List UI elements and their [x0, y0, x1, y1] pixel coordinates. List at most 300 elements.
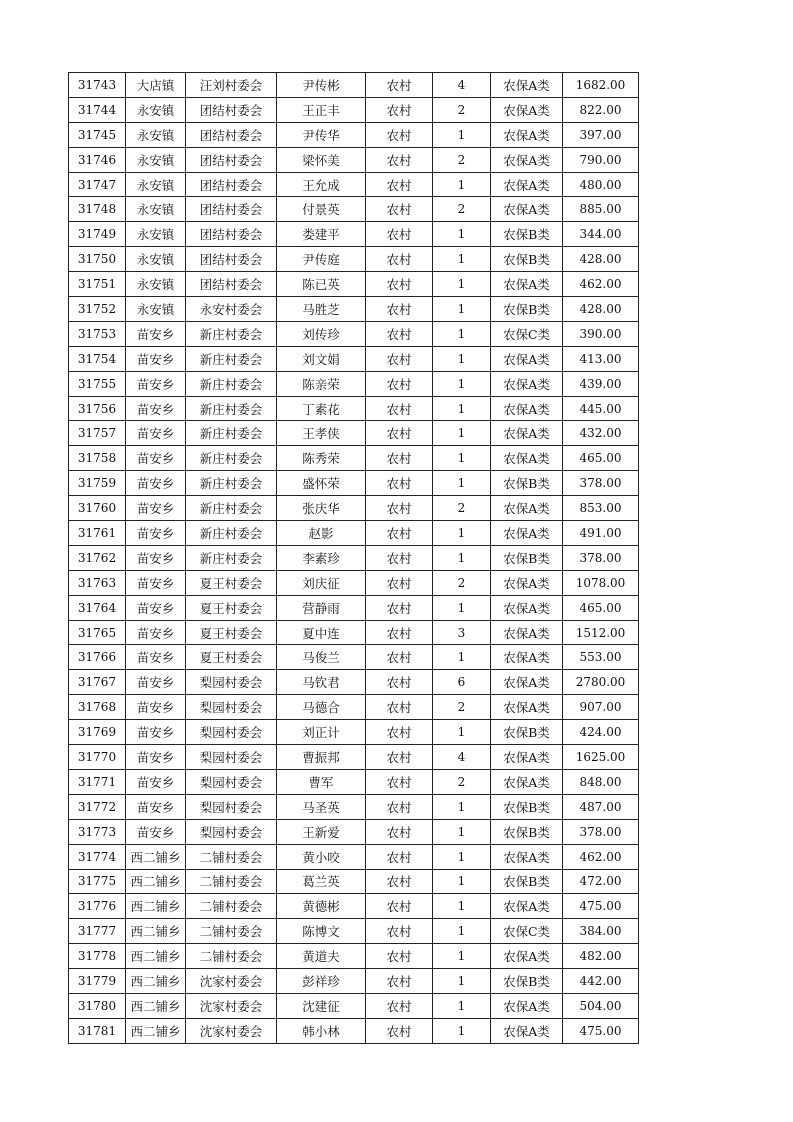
village-committee-cell: 夏王村委会 — [186, 620, 277, 645]
town-cell: 苗安乡 — [126, 545, 186, 570]
person-name-cell: 刘文娟 — [277, 346, 366, 371]
insurance-category-cell: 农保A类 — [491, 993, 563, 1018]
insurance-category-cell: 农保A类 — [491, 769, 563, 794]
member-count-cell: 1 — [433, 222, 491, 247]
insurance-category-cell: 农保A类 — [491, 197, 563, 222]
person-name-cell: 刘正计 — [277, 720, 366, 745]
amount-cell: 1682.00 — [563, 73, 639, 98]
household-type-cell: 农村 — [366, 321, 433, 346]
household-type-cell: 农村 — [366, 222, 433, 247]
village-committee-cell: 夏王村委会 — [186, 570, 277, 595]
member-count-cell: 6 — [433, 670, 491, 695]
village-committee-cell: 夏王村委会 — [186, 595, 277, 620]
amount-cell: 480.00 — [563, 172, 639, 197]
person-name-cell: 梁怀美 — [277, 147, 366, 172]
town-cell: 西二铺乡 — [126, 894, 186, 919]
amount-cell: 790.00 — [563, 147, 639, 172]
table-row — [69, 421, 639, 446]
household-type-cell: 农村 — [366, 570, 433, 595]
village-committee-cell: 团结村委会 — [186, 172, 277, 197]
village-committee-cell: 团结村委会 — [186, 147, 277, 172]
person-name-cell: 刘传珍 — [277, 321, 366, 346]
record-id-cell: 31752 — [69, 297, 126, 322]
amount-cell: 465.00 — [563, 595, 639, 620]
table-row — [69, 73, 639, 98]
town-cell: 永安镇 — [126, 97, 186, 122]
table-row — [69, 247, 639, 272]
person-name-cell: 尹传华 — [277, 122, 366, 147]
amount-cell: 428.00 — [563, 297, 639, 322]
town-cell: 苗安乡 — [126, 769, 186, 794]
household-type-cell: 农村 — [366, 172, 433, 197]
village-committee-cell: 汪刘村委会 — [186, 73, 277, 98]
insurance-category-cell: 农保A类 — [491, 1018, 563, 1043]
amount-cell: 462.00 — [563, 272, 639, 297]
person-name-cell: 盛怀荣 — [277, 471, 366, 496]
member-count-cell: 4 — [433, 73, 491, 98]
person-name-cell: 营静雨 — [277, 595, 366, 620]
amount-cell: 462.00 — [563, 844, 639, 869]
member-count-cell: 1 — [433, 993, 491, 1018]
village-committee-cell: 梨园村委会 — [186, 794, 277, 819]
record-id-cell: 31779 — [69, 969, 126, 994]
town-cell: 西二铺乡 — [126, 969, 186, 994]
amount-cell: 378.00 — [563, 471, 639, 496]
member-count-cell: 1 — [433, 122, 491, 147]
village-committee-cell: 梨园村委会 — [186, 819, 277, 844]
record-id-cell: 31770 — [69, 745, 126, 770]
village-committee-cell: 团结村委会 — [186, 122, 277, 147]
record-id-cell: 31775 — [69, 869, 126, 894]
table-row — [69, 869, 639, 894]
insurance-category-cell: 农保A类 — [491, 595, 563, 620]
household-type-cell: 农村 — [366, 346, 433, 371]
table-row — [69, 919, 639, 944]
household-type-cell: 农村 — [366, 844, 433, 869]
record-id-cell: 31780 — [69, 993, 126, 1018]
insurance-category-cell: 农保A类 — [491, 695, 563, 720]
person-name-cell: 李素珍 — [277, 545, 366, 570]
member-count-cell: 1 — [433, 1018, 491, 1043]
table-row — [69, 147, 639, 172]
town-cell: 苗安乡 — [126, 695, 186, 720]
member-count-cell: 1 — [433, 595, 491, 620]
household-type-cell: 农村 — [366, 545, 433, 570]
household-type-cell: 农村 — [366, 670, 433, 695]
town-cell: 西二铺乡 — [126, 1018, 186, 1043]
insurance-category-cell: 农保B类 — [491, 471, 563, 496]
record-id-cell: 31771 — [69, 769, 126, 794]
town-cell: 苗安乡 — [126, 670, 186, 695]
amount-cell: 432.00 — [563, 421, 639, 446]
town-cell: 永安镇 — [126, 297, 186, 322]
record-id-cell: 31743 — [69, 73, 126, 98]
member-count-cell: 2 — [433, 695, 491, 720]
insurance-category-cell: 农保A类 — [491, 73, 563, 98]
record-id-cell: 31745 — [69, 122, 126, 147]
amount-cell: 504.00 — [563, 993, 639, 1018]
person-name-cell: 尹传彬 — [277, 73, 366, 98]
insurance-category-cell: 农保A类 — [491, 97, 563, 122]
member-count-cell: 1 — [433, 421, 491, 446]
village-committee-cell: 新庄村委会 — [186, 496, 277, 521]
amount-cell: 2780.00 — [563, 670, 639, 695]
record-id-cell: 31755 — [69, 371, 126, 396]
amount-cell: 465.00 — [563, 446, 639, 471]
member-count-cell: 1 — [433, 844, 491, 869]
table-row — [69, 745, 639, 770]
record-id-cell: 31744 — [69, 97, 126, 122]
town-cell: 苗安乡 — [126, 819, 186, 844]
amount-cell: 487.00 — [563, 794, 639, 819]
insurance-category-cell: 农保A类 — [491, 894, 563, 919]
record-id-cell: 31778 — [69, 944, 126, 969]
insurance-category-cell: 农保A类 — [491, 396, 563, 421]
village-committee-cell: 新庄村委会 — [186, 421, 277, 446]
table-row — [69, 396, 639, 421]
table-row — [69, 894, 639, 919]
town-cell: 苗安乡 — [126, 620, 186, 645]
record-id-cell: 31777 — [69, 919, 126, 944]
amount-cell: 413.00 — [563, 346, 639, 371]
insurance-category-cell: 农保B类 — [491, 869, 563, 894]
record-id-cell: 31774 — [69, 844, 126, 869]
table-row — [69, 496, 639, 521]
member-count-cell: 1 — [433, 944, 491, 969]
table-row — [69, 521, 639, 546]
table-row — [69, 844, 639, 869]
household-type-cell: 农村 — [366, 396, 433, 421]
amount-cell: 378.00 — [563, 545, 639, 570]
record-id-cell: 31748 — [69, 197, 126, 222]
amount-cell: 848.00 — [563, 769, 639, 794]
insurance-category-cell: 农保A类 — [491, 570, 563, 595]
insurance-category-cell: 农保C类 — [491, 919, 563, 944]
household-type-cell: 农村 — [366, 371, 433, 396]
insurance-category-cell: 农保A类 — [491, 645, 563, 670]
person-name-cell: 黄德彬 — [277, 894, 366, 919]
table-row — [69, 197, 639, 222]
town-cell: 永安镇 — [126, 172, 186, 197]
table-row — [69, 819, 639, 844]
record-id-cell: 31759 — [69, 471, 126, 496]
household-type-cell: 农村 — [366, 197, 433, 222]
member-count-cell: 2 — [433, 496, 491, 521]
town-cell: 永安镇 — [126, 272, 186, 297]
table-row — [69, 1018, 639, 1043]
household-type-cell: 农村 — [366, 471, 433, 496]
town-cell: 永安镇 — [126, 122, 186, 147]
insurance-category-cell: 农保A类 — [491, 147, 563, 172]
record-id-cell: 31769 — [69, 720, 126, 745]
household-type-cell: 农村 — [366, 272, 433, 297]
table-row — [69, 446, 639, 471]
person-name-cell: 付景英 — [277, 197, 366, 222]
person-name-cell: 陈博文 — [277, 919, 366, 944]
table-row — [69, 346, 639, 371]
member-count-cell: 1 — [433, 446, 491, 471]
table-row — [69, 595, 639, 620]
town-cell: 苗安乡 — [126, 570, 186, 595]
member-count-cell: 1 — [433, 471, 491, 496]
town-cell: 苗安乡 — [126, 595, 186, 620]
household-type-cell: 农村 — [366, 819, 433, 844]
record-id-cell: 31747 — [69, 172, 126, 197]
person-name-cell: 王新爱 — [277, 819, 366, 844]
village-committee-cell: 二铺村委会 — [186, 869, 277, 894]
insurance-category-cell: 农保A类 — [491, 620, 563, 645]
record-id-cell: 31757 — [69, 421, 126, 446]
household-type-cell: 农村 — [366, 1018, 433, 1043]
person-name-cell: 马圣英 — [277, 794, 366, 819]
household-type-cell: 农村 — [366, 894, 433, 919]
member-count-cell: 1 — [433, 869, 491, 894]
table-row — [69, 720, 639, 745]
amount-cell: 482.00 — [563, 944, 639, 969]
table-row — [69, 645, 639, 670]
person-name-cell: 赵影 — [277, 521, 366, 546]
amount-cell: 822.00 — [563, 97, 639, 122]
member-count-cell: 1 — [433, 297, 491, 322]
subsidy-roster-table — [68, 72, 639, 1044]
household-type-cell: 农村 — [366, 147, 433, 172]
insurance-category-cell: 农保C类 — [491, 321, 563, 346]
insurance-category-cell: 农保B类 — [491, 247, 563, 272]
town-cell: 苗安乡 — [126, 371, 186, 396]
insurance-category-cell: 农保B类 — [491, 297, 563, 322]
person-name-cell: 韩小林 — [277, 1018, 366, 1043]
town-cell: 苗安乡 — [126, 645, 186, 670]
person-name-cell: 陈已英 — [277, 272, 366, 297]
record-id-cell: 31750 — [69, 247, 126, 272]
record-id-cell: 31758 — [69, 446, 126, 471]
amount-cell: 344.00 — [563, 222, 639, 247]
table-row — [69, 769, 639, 794]
insurance-category-cell: 农保A类 — [491, 122, 563, 147]
insurance-category-cell: 农保A类 — [491, 172, 563, 197]
town-cell: 苗安乡 — [126, 346, 186, 371]
household-type-cell: 农村 — [366, 122, 433, 147]
household-type-cell: 农村 — [366, 919, 433, 944]
village-committee-cell: 团结村委会 — [186, 222, 277, 247]
person-name-cell: 曹振邦 — [277, 745, 366, 770]
person-name-cell: 丁素花 — [277, 396, 366, 421]
household-type-cell: 农村 — [366, 769, 433, 794]
village-committee-cell: 沈家村委会 — [186, 969, 277, 994]
household-type-cell: 农村 — [366, 247, 433, 272]
village-committee-cell: 二铺村委会 — [186, 844, 277, 869]
record-id-cell: 31776 — [69, 894, 126, 919]
record-id-cell: 31760 — [69, 496, 126, 521]
member-count-cell: 1 — [433, 172, 491, 197]
person-name-cell: 马俊兰 — [277, 645, 366, 670]
insurance-category-cell: 农保A类 — [491, 371, 563, 396]
record-id-cell: 31746 — [69, 147, 126, 172]
member-count-cell: 1 — [433, 346, 491, 371]
record-id-cell: 31765 — [69, 620, 126, 645]
member-count-cell: 1 — [433, 894, 491, 919]
household-type-cell: 农村 — [366, 993, 433, 1018]
village-committee-cell: 二铺村委会 — [186, 919, 277, 944]
town-cell: 大店镇 — [126, 73, 186, 98]
village-committee-cell: 沈家村委会 — [186, 993, 277, 1018]
member-count-cell: 1 — [433, 272, 491, 297]
town-cell: 苗安乡 — [126, 521, 186, 546]
table-row — [69, 570, 639, 595]
insurance-category-cell: 农保A类 — [491, 521, 563, 546]
person-name-cell: 王孝侠 — [277, 421, 366, 446]
town-cell: 苗安乡 — [126, 745, 186, 770]
insurance-category-cell: 农保B类 — [491, 545, 563, 570]
table-row — [69, 794, 639, 819]
person-name-cell: 夏中连 — [277, 620, 366, 645]
insurance-category-cell: 农保B类 — [491, 222, 563, 247]
town-cell: 西二铺乡 — [126, 844, 186, 869]
member-count-cell: 1 — [433, 969, 491, 994]
amount-cell: 1512.00 — [563, 620, 639, 645]
record-id-cell: 31754 — [69, 346, 126, 371]
household-type-cell: 农村 — [366, 73, 433, 98]
amount-cell: 472.00 — [563, 869, 639, 894]
amount-cell: 439.00 — [563, 371, 639, 396]
person-name-cell: 陈秀荣 — [277, 446, 366, 471]
village-committee-cell: 团结村委会 — [186, 247, 277, 272]
record-id-cell: 31773 — [69, 819, 126, 844]
town-cell: 苗安乡 — [126, 421, 186, 446]
amount-cell: 445.00 — [563, 396, 639, 421]
household-type-cell: 农村 — [366, 496, 433, 521]
person-name-cell: 尹传庭 — [277, 247, 366, 272]
town-cell: 苗安乡 — [126, 496, 186, 521]
insurance-category-cell: 农保A类 — [491, 272, 563, 297]
household-type-cell: 农村 — [366, 595, 433, 620]
record-id-cell: 31761 — [69, 521, 126, 546]
member-count-cell: 2 — [433, 197, 491, 222]
table-row — [69, 969, 639, 994]
household-type-cell: 农村 — [366, 720, 433, 745]
table-row — [69, 172, 639, 197]
member-count-cell: 2 — [433, 97, 491, 122]
household-type-cell: 农村 — [366, 645, 433, 670]
village-committee-cell: 沈家村委会 — [186, 1018, 277, 1043]
amount-cell: 1625.00 — [563, 745, 639, 770]
village-committee-cell: 新庄村委会 — [186, 321, 277, 346]
table-row — [69, 695, 639, 720]
village-committee-cell: 梨园村委会 — [186, 695, 277, 720]
amount-cell: 397.00 — [563, 122, 639, 147]
amount-cell: 885.00 — [563, 197, 639, 222]
member-count-cell: 1 — [433, 396, 491, 421]
person-name-cell: 娄建平 — [277, 222, 366, 247]
person-name-cell: 黄小咬 — [277, 844, 366, 869]
amount-cell: 475.00 — [563, 894, 639, 919]
village-committee-cell: 梨园村委会 — [186, 670, 277, 695]
village-committee-cell: 永安村委会 — [186, 297, 277, 322]
record-id-cell: 31764 — [69, 595, 126, 620]
household-type-cell: 农村 — [366, 421, 433, 446]
household-type-cell: 农村 — [366, 620, 433, 645]
household-type-cell: 农村 — [366, 969, 433, 994]
town-cell: 永安镇 — [126, 197, 186, 222]
record-id-cell: 31766 — [69, 645, 126, 670]
household-type-cell: 农村 — [366, 869, 433, 894]
town-cell: 苗安乡 — [126, 396, 186, 421]
person-name-cell: 马胜芝 — [277, 297, 366, 322]
insurance-category-cell: 农保B类 — [491, 720, 563, 745]
person-name-cell: 马德合 — [277, 695, 366, 720]
record-id-cell: 31781 — [69, 1018, 126, 1043]
member-count-cell: 1 — [433, 794, 491, 819]
town-cell: 苗安乡 — [126, 720, 186, 745]
amount-cell: 390.00 — [563, 321, 639, 346]
person-name-cell: 陈亲荣 — [277, 371, 366, 396]
town-cell: 西二铺乡 — [126, 919, 186, 944]
village-committee-cell: 梨园村委会 — [186, 720, 277, 745]
member-count-cell: 1 — [433, 521, 491, 546]
member-count-cell: 1 — [433, 247, 491, 272]
amount-cell: 491.00 — [563, 521, 639, 546]
household-type-cell: 农村 — [366, 794, 433, 819]
member-count-cell: 3 — [433, 620, 491, 645]
member-count-cell: 2 — [433, 570, 491, 595]
record-id-cell: 31762 — [69, 545, 126, 570]
town-cell: 苗安乡 — [126, 471, 186, 496]
table-row — [69, 670, 639, 695]
town-cell: 永安镇 — [126, 222, 186, 247]
insurance-category-cell: 农保A类 — [491, 446, 563, 471]
amount-cell: 1078.00 — [563, 570, 639, 595]
member-count-cell: 4 — [433, 745, 491, 770]
town-cell: 西二铺乡 — [126, 944, 186, 969]
village-committee-cell: 新庄村委会 — [186, 396, 277, 421]
village-committee-cell: 团结村委会 — [186, 272, 277, 297]
amount-cell: 475.00 — [563, 1018, 639, 1043]
person-name-cell: 黄道夫 — [277, 944, 366, 969]
table-row — [69, 993, 639, 1018]
table-row — [69, 545, 639, 570]
table-row — [69, 272, 639, 297]
household-type-cell: 农村 — [366, 297, 433, 322]
table-row — [69, 620, 639, 645]
insurance-category-cell: 农保B类 — [491, 969, 563, 994]
amount-cell: 378.00 — [563, 819, 639, 844]
member-count-cell: 1 — [433, 720, 491, 745]
record-id-cell: 31756 — [69, 396, 126, 421]
village-committee-cell: 二铺村委会 — [186, 944, 277, 969]
amount-cell: 424.00 — [563, 720, 639, 745]
record-id-cell: 31768 — [69, 695, 126, 720]
village-committee-cell: 团结村委会 — [186, 97, 277, 122]
village-committee-cell: 二铺村委会 — [186, 894, 277, 919]
person-name-cell: 王正丰 — [277, 97, 366, 122]
amount-cell: 428.00 — [563, 247, 639, 272]
household-type-cell: 农村 — [366, 97, 433, 122]
table-row — [69, 471, 639, 496]
insurance-category-cell: 农保A类 — [491, 346, 563, 371]
insurance-category-cell: 农保A类 — [491, 745, 563, 770]
person-name-cell: 王允成 — [277, 172, 366, 197]
village-committee-cell: 梨园村委会 — [186, 769, 277, 794]
insurance-category-cell: 农保A类 — [491, 944, 563, 969]
record-id-cell: 31767 — [69, 670, 126, 695]
person-name-cell: 马钦君 — [277, 670, 366, 695]
household-type-cell: 农村 — [366, 745, 433, 770]
village-committee-cell: 新庄村委会 — [186, 446, 277, 471]
person-name-cell: 张庆华 — [277, 496, 366, 521]
village-committee-cell: 新庄村委会 — [186, 545, 277, 570]
person-name-cell: 葛兰英 — [277, 869, 366, 894]
member-count-cell: 1 — [433, 371, 491, 396]
